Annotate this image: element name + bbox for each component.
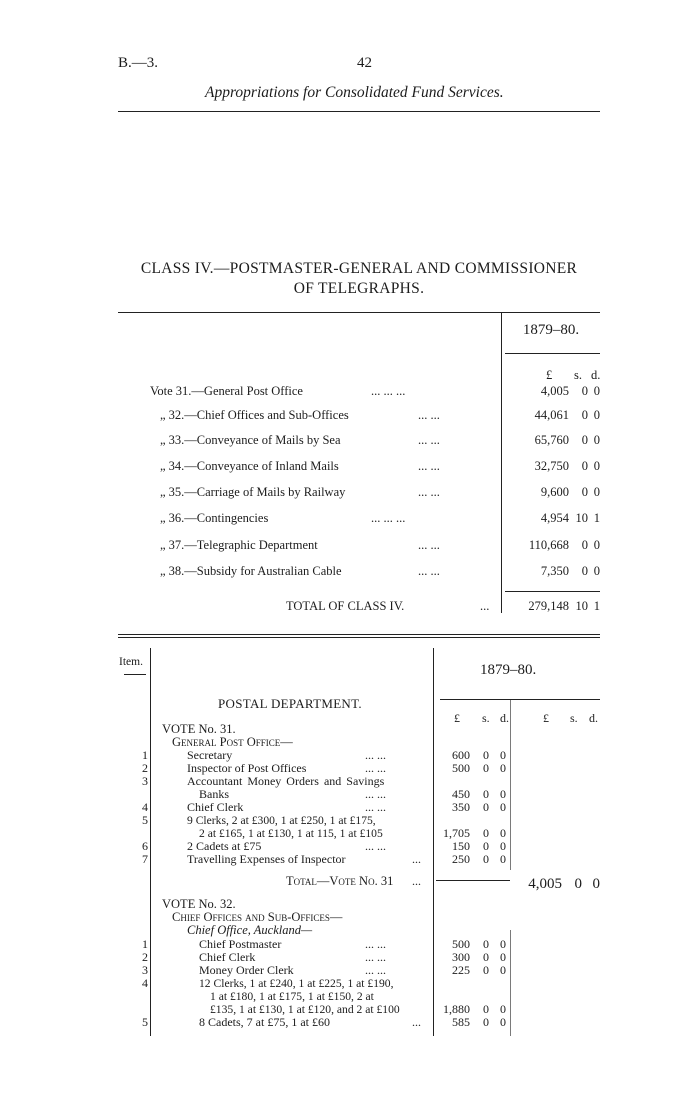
item-description: 1 at £180, 1 at £175, 1 at £150, 2 at bbox=[210, 990, 374, 1003]
item-description: Banks bbox=[199, 787, 229, 801]
item-number: 6 bbox=[142, 839, 148, 853]
item-pounds: 300 bbox=[452, 950, 470, 964]
summary-row-shillings: 0 bbox=[581, 564, 588, 578]
summary-row-pounds: 44,061 bbox=[534, 408, 569, 422]
summary-row bbox=[0, 482, 700, 504]
summary-row bbox=[0, 561, 700, 583]
amount-column-rule-2 bbox=[510, 700, 511, 870]
item-description: Chief Clerk bbox=[199, 950, 256, 964]
item-shillings: 0 bbox=[483, 800, 489, 814]
summary-row bbox=[0, 456, 700, 478]
item-pence: 0 bbox=[500, 761, 506, 775]
amount-column-rule bbox=[433, 648, 434, 1036]
summary-row bbox=[0, 430, 700, 452]
page-number: 42 bbox=[357, 55, 372, 71]
item-shillings: 0 bbox=[483, 950, 489, 964]
vote31-total-pounds: 4,005 bbox=[528, 876, 562, 892]
summary-row bbox=[0, 405, 700, 427]
summary-row-pounds: 4,954 bbox=[540, 511, 569, 525]
summary-row-dots: ... ... ... bbox=[371, 511, 406, 525]
summary-row bbox=[0, 535, 700, 557]
summary-pence-header: d. bbox=[591, 368, 601, 382]
class-heading-line2: OF TELEGRAPHS. bbox=[293, 280, 425, 297]
vote32-office: Chief Office, Auckland— bbox=[187, 923, 313, 937]
item-header-rule bbox=[124, 674, 146, 675]
summary-total-label: TOTAL OF CLASS IV. bbox=[286, 599, 405, 613]
summary-bottom-rule-2 bbox=[118, 637, 600, 638]
item-shillings: 0 bbox=[483, 852, 489, 866]
summary-row-label: „ 35.—Carriage of Mails by Railway bbox=[160, 485, 346, 499]
summary-total-row bbox=[0, 596, 700, 618]
summary-shillings-header: s. bbox=[574, 368, 582, 382]
detail-year-rule bbox=[440, 699, 600, 700]
vote31-total-shillings: 0 bbox=[574, 876, 582, 892]
item-pence: 0 bbox=[500, 852, 506, 866]
item-pounds: 225 bbox=[452, 963, 470, 977]
page-code: B.—3. bbox=[118, 55, 159, 71]
item-pence: 0 bbox=[500, 826, 506, 840]
summary-row-pounds: 4,005 bbox=[540, 384, 569, 398]
summary-row-label: „ 38.—Subsidy for Australian Cable bbox=[160, 564, 342, 578]
summary-row-pence: 0 bbox=[593, 459, 600, 473]
summary-row-dots: ... ... bbox=[418, 485, 440, 499]
item-dots: ... bbox=[412, 852, 421, 866]
summary-row-pence: 0 bbox=[593, 384, 600, 398]
item-description: £135, 1 at £130, 1 at £120, and 2 at £100 bbox=[210, 1003, 400, 1016]
item-number: 1 bbox=[142, 748, 148, 762]
item-description: 2 at £165, 1 at £130, 1 at 115, 1 at £105 bbox=[199, 827, 383, 840]
item-description: Chief Clerk bbox=[187, 800, 244, 814]
item-dots: ... ... bbox=[365, 839, 386, 853]
summary-pounds-header: £ bbox=[546, 368, 553, 382]
item-pence: 0 bbox=[500, 1015, 506, 1029]
item-pounds: 500 bbox=[452, 761, 470, 775]
detail-pounds-header-1: £ bbox=[454, 711, 460, 725]
vote31-subtotal-rule bbox=[436, 880, 510, 881]
summary-row bbox=[0, 381, 700, 403]
item-shillings: 0 bbox=[483, 839, 489, 853]
summary-row-dots: ... ... bbox=[418, 408, 440, 422]
summary-row-pence: 1 bbox=[593, 511, 600, 525]
summary-row-pence: 0 bbox=[593, 408, 600, 422]
detail-shillings-header-1: s. bbox=[482, 711, 490, 725]
department-heading: POSTAL DEPARTMENT. bbox=[218, 696, 362, 711]
item-number: 5 bbox=[142, 813, 148, 827]
item-shillings: 0 bbox=[483, 1002, 489, 1016]
item-pounds: 150 bbox=[452, 839, 470, 853]
summary-row-label: „ 37.—Telegraphic Department bbox=[160, 538, 318, 552]
summary-row-shillings: 0 bbox=[581, 433, 588, 447]
item-pounds: 585 bbox=[452, 1015, 470, 1029]
item-number: 2 bbox=[142, 950, 148, 964]
item-description: Accountant Money Orders and Savings bbox=[187, 774, 385, 788]
summary-row bbox=[0, 508, 700, 530]
item-description: Travelling Expenses of Inspector bbox=[187, 852, 346, 866]
item-number: 4 bbox=[142, 800, 148, 814]
item-dots: ... ... bbox=[365, 787, 386, 801]
item-description: 12 Clerks, 1 at £240, 1 at £225, 1 at £190, bbox=[199, 977, 394, 990]
item-pounds: 1,705 bbox=[443, 826, 470, 840]
detail-year: 1879–80. bbox=[480, 662, 537, 678]
vote32-title: VOTE No. 32. bbox=[162, 897, 236, 911]
item-number: 3 bbox=[142, 774, 148, 788]
summary-year-rule bbox=[505, 353, 600, 354]
item-description: Chief Postmaster bbox=[199, 937, 282, 951]
vote31-subtitle: General Post Office— bbox=[172, 735, 293, 749]
item-number: 4 bbox=[142, 976, 148, 990]
item-pounds: 600 bbox=[452, 748, 470, 762]
item-description: 8 Cadets, 7 at £75, 1 at £60 bbox=[199, 1015, 330, 1029]
summary-total-pence: 1 bbox=[593, 599, 600, 613]
item-header: Item. bbox=[119, 656, 143, 668]
item-pence: 0 bbox=[500, 937, 506, 951]
summary-row-label: „ 32.—Chief Offices and Sub-Offices bbox=[160, 408, 349, 422]
summary-row-pounds: 110,668 bbox=[528, 538, 569, 552]
item-pounds: 500 bbox=[452, 937, 470, 951]
item-dots: ... bbox=[412, 1015, 421, 1029]
summary-total-shillings: 10 bbox=[575, 599, 588, 613]
summary-row-dots: ... ... bbox=[418, 433, 440, 447]
item-dots: ... ... bbox=[365, 761, 386, 775]
summary-bottom-rule-1 bbox=[118, 634, 600, 635]
item-dots: ... ... bbox=[365, 800, 386, 814]
summary-total-pounds: 279,148 bbox=[528, 599, 569, 613]
item-dots: ... ... bbox=[365, 963, 386, 977]
summary-row-shillings: 0 bbox=[581, 485, 588, 499]
item-pence: 0 bbox=[500, 787, 506, 801]
item-pounds: 450 bbox=[452, 787, 470, 801]
summary-row-shillings: 0 bbox=[581, 384, 588, 398]
item-pence: 0 bbox=[500, 1002, 506, 1016]
summary-row-pounds: 9,600 bbox=[540, 485, 569, 499]
amount-column-rule-3 bbox=[510, 930, 511, 1036]
class-heading-line1: CLASS IV.—POSTMASTER-GENERAL AND COMMISSIONER bbox=[140, 260, 578, 277]
vote31-total-label: Total—Vote No. 31 bbox=[286, 874, 394, 888]
item-pence: 0 bbox=[500, 800, 506, 814]
item-pence: 0 bbox=[500, 748, 506, 762]
item-number: 3 bbox=[142, 963, 148, 977]
item-shillings: 0 bbox=[483, 1015, 489, 1029]
summary-row-dots: ... ... bbox=[418, 564, 440, 578]
summary-row-shillings: 10 bbox=[575, 511, 588, 525]
summary-row-shillings: 0 bbox=[581, 408, 588, 422]
item-description: 2 Cadets at £75 bbox=[187, 839, 262, 853]
item-shillings: 0 bbox=[483, 761, 489, 775]
detail-pounds-header-2: £ bbox=[543, 711, 549, 725]
summary-row-label: „ 34.—Conveyance of Inland Mails bbox=[160, 459, 339, 473]
summary-row-pounds: 7,350 bbox=[540, 564, 569, 578]
summary-row-label: „ 33.—Conveyance of Mails by Sea bbox=[160, 433, 341, 447]
item-number: 1 bbox=[142, 937, 148, 951]
vote31-total-dots: ... bbox=[412, 874, 421, 888]
summary-row-pence: 0 bbox=[593, 433, 600, 447]
item-shillings: 0 bbox=[483, 963, 489, 977]
item-number: 5 bbox=[142, 1015, 148, 1029]
item-description: 9 Clerks, 2 at £300, 1 at £250, 1 at £175, bbox=[187, 814, 376, 827]
item-pounds: 1,880 bbox=[443, 1002, 470, 1016]
item-description: Inspector of Post Offices bbox=[187, 761, 307, 775]
item-dots: ... ... bbox=[365, 950, 386, 964]
summary-row-pence: 0 bbox=[593, 538, 600, 552]
vote31-total-pence: 0 bbox=[592, 876, 600, 892]
item-pence: 0 bbox=[500, 839, 506, 853]
summary-top-rule bbox=[118, 312, 600, 313]
item-pence: 0 bbox=[500, 963, 506, 977]
summary-row-dots: ... ... bbox=[418, 459, 440, 473]
summary-row-pence: 0 bbox=[593, 564, 600, 578]
detail-shillings-header-2: s. bbox=[570, 711, 578, 725]
item-shillings: 0 bbox=[483, 787, 489, 801]
detail-pence-header-2: d. bbox=[589, 711, 598, 725]
vote32-subtitle: Chief Offices and Sub-Offices— bbox=[172, 910, 343, 924]
item-shillings: 0 bbox=[483, 826, 489, 840]
summary-row-pounds: 32,750 bbox=[534, 459, 569, 473]
summary-row-pounds: 65,760 bbox=[534, 433, 569, 447]
item-dots: ... ... bbox=[365, 748, 386, 762]
summary-row-dots: ... ... bbox=[418, 538, 440, 552]
item-shillings: 0 bbox=[483, 748, 489, 762]
item-number: 2 bbox=[142, 761, 148, 775]
summary-year: 1879–80. bbox=[522, 322, 580, 338]
item-description: Secretary bbox=[187, 748, 233, 762]
running-title: Appropriations for Consolidated Fund Services. bbox=[205, 84, 504, 101]
summary-total-dots: ... bbox=[480, 599, 490, 613]
item-pounds: 250 bbox=[452, 852, 470, 866]
summary-row-dots: ... ... ... bbox=[371, 384, 406, 398]
summary-row-label: Vote 31.—General Post Office bbox=[150, 384, 303, 398]
summary-row-shillings: 0 bbox=[581, 538, 588, 552]
item-dots: ... ... bbox=[365, 937, 386, 951]
item-pounds: 350 bbox=[452, 800, 470, 814]
detail-pence-header-1: d. bbox=[500, 711, 509, 725]
item-description: Money Order Clerk bbox=[199, 963, 294, 977]
vote31-title: VOTE No. 31. bbox=[162, 722, 236, 736]
summary-row-shillings: 0 bbox=[581, 459, 588, 473]
summary-total-rule bbox=[505, 591, 600, 592]
item-shillings: 0 bbox=[483, 937, 489, 951]
summary-row-pence: 0 bbox=[593, 485, 600, 499]
item-number: 7 bbox=[142, 852, 148, 866]
header-rule bbox=[118, 111, 600, 112]
summary-row-label: „ 36.—Contingencies bbox=[160, 511, 269, 525]
item-pence: 0 bbox=[500, 950, 506, 964]
